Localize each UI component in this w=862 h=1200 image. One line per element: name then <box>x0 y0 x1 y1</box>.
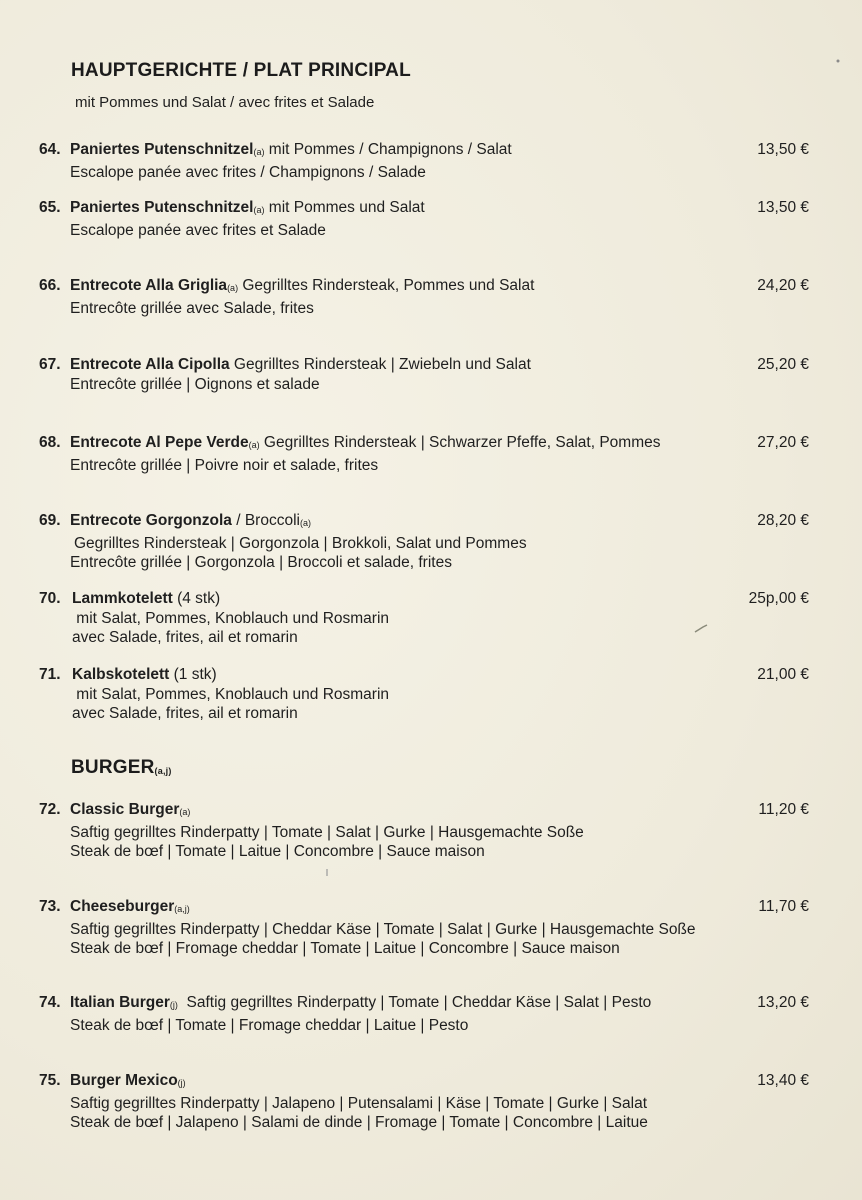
item-number: 64. <box>39 141 61 158</box>
item-name: Burger Mexico <box>70 1072 178 1089</box>
item-price: 27,20 € <box>757 434 809 451</box>
allergen-code: (a) <box>248 440 260 450</box>
item-line: Steak de bœf | Jalapeno | Salami de dinde | Fromage | Tomate | Concombre | Laitue <box>70 1114 648 1131</box>
item-line: avec Salade, frites, ail et romarin <box>72 705 298 722</box>
allergen-code: (a) <box>299 518 311 528</box>
item-line: avec Salade, frites, ail et romarin <box>72 629 298 646</box>
item-line: Entrecôte grillée | Gorgonzola | Broccoli et salade, frites <box>70 554 452 571</box>
item-number: 72. <box>39 801 61 818</box>
item-price: 13,50 € <box>757 141 809 158</box>
item-number: 70. <box>39 590 61 607</box>
allergen-code: (a,j) <box>174 904 190 914</box>
item-description: mit Pommes / Champignons / Salat <box>264 141 512 158</box>
item-name: Paniertes Putenschnitzel <box>70 141 254 158</box>
item-number: 73. <box>39 898 61 915</box>
paper-speck <box>694 624 708 634</box>
item-description: Saftig gegrilltes Rinderpatty | Tomate | Cheddar Käse | Salat | Pesto <box>177 994 652 1011</box>
item-line: Gegrilltes Rindersteak | Gorgonzola | Brokkoli, Salat und Pommes <box>74 534 527 552</box>
item-name: Cheeseburger <box>70 898 175 915</box>
item-description: / Broccoli <box>231 512 300 529</box>
item-name: Paniertes Putenschnitzel <box>70 199 254 216</box>
section-title-main-dishes: HAUPTGERICHTE / PLAT PRINCIPAL <box>71 60 411 81</box>
item-description: Gegrilltes Rindersteak | Schwarzer Pfeffe, Salat, Pommes <box>259 434 661 451</box>
item-price: 13,40 € <box>757 1072 809 1089</box>
item-line: Saftig gegrilltes Rinderpatty | Jalapeno | Putensalami | Käse | Tomate | Gurke | Salat <box>70 1094 648 1112</box>
item-line: Steak de bœf | Tomate | Fromage cheddar | Laitue | Pesto <box>70 1016 469 1034</box>
allergen-code: (a) <box>227 283 239 293</box>
item-name: Entrecote Gorgonzola <box>70 512 232 529</box>
item-number: 75. <box>39 1072 61 1089</box>
item-name: Italian Burger <box>70 994 170 1011</box>
item-description: (4 stk) <box>172 590 221 607</box>
allergen-code: (j) <box>169 1000 178 1010</box>
item-description: mit Pommes und Salat <box>264 199 425 216</box>
item-number: 68. <box>39 434 61 451</box>
item-price: 25p,00 € <box>748 590 809 607</box>
item-name: Entrecote Alla Cipolla <box>70 356 230 373</box>
item-line: Escalope panée avec frites et Salade <box>70 221 326 239</box>
section-title-burger <box>71 757 172 779</box>
item-number: 66. <box>39 277 61 294</box>
item-line: Entrecôte grillée | Poivre noir et salade, frites <box>70 456 379 474</box>
item-name: Lammkotelett <box>72 590 173 607</box>
item-line: Steak de bœf | Fromage cheddar | Tomate | Laitue | Concombre | Sauce maison <box>70 940 620 957</box>
item-number: 67. <box>39 356 61 373</box>
item-line: Saftig gegrilltes Rinderpatty | Tomate | Salat | Gurke | Hausgemachte Soße <box>70 823 584 841</box>
item-name: Entrecote Al Pepe Verde <box>70 434 249 451</box>
item-price: 28,20 € <box>757 512 809 529</box>
paper-speck <box>834 58 842 64</box>
item-line: Entrecôte grillée | Oignons et salade <box>70 375 320 393</box>
item-number: 69. <box>39 512 61 529</box>
item-number: 65. <box>39 199 61 216</box>
item-description: Gegrilltes Rindersteak | Zwiebeln und Salat <box>229 356 531 373</box>
allergen-code: (a) <box>179 807 191 817</box>
allergen-code: (a) <box>253 205 265 215</box>
item-line: Escalope panée avec frites / Champignons / Salade <box>70 163 426 181</box>
item-price: 21,00 € <box>757 666 809 683</box>
item-number: 71. <box>39 666 61 683</box>
item-line: mit Salat, Pommes, Knoblauch und Rosmarin <box>72 609 390 627</box>
item-name: Classic Burger <box>70 801 180 818</box>
item-line: mit Salat, Pommes, Knoblauch und Rosmarin <box>72 685 390 703</box>
item-line: Saftig gegrilltes Rinderpatty | Cheddar Käse | Tomate | Salat | Gurke | Hausgemachte Soße <box>70 920 696 938</box>
section-subtitle: mit Pommes und Salat / avec frites et Salade <box>75 94 375 111</box>
allergen-code: (a) <box>253 147 265 157</box>
item-price: 13,20 € <box>757 994 809 1011</box>
item-price: 13,50 € <box>757 199 809 216</box>
allergen-code: (a,j) <box>154 766 172 776</box>
item-line: Steak de bœf | Tomate | Laitue | Concombre | Sauce maison <box>70 843 485 860</box>
item-line: Entrecôte grillée avec Salade, frites <box>70 299 314 317</box>
item-number: 74. <box>39 994 61 1011</box>
item-price: 11,70 € <box>758 898 809 915</box>
section-title-text: BURGER <box>71 757 155 778</box>
allergen-code: (j) <box>177 1078 186 1088</box>
item-price: 11,20 € <box>758 801 809 818</box>
item-price: 25,20 € <box>757 356 809 373</box>
item-price: 24,20 € <box>757 277 809 294</box>
item-name: Entrecote Alla Griglia <box>70 277 228 294</box>
item-name: Kalbskotelett <box>72 666 170 683</box>
paper-speck <box>324 868 330 878</box>
item-description: (1 stk) <box>169 666 217 683</box>
item-description: Gegrilltes Rindersteak, Pommes und Salat <box>238 277 535 294</box>
